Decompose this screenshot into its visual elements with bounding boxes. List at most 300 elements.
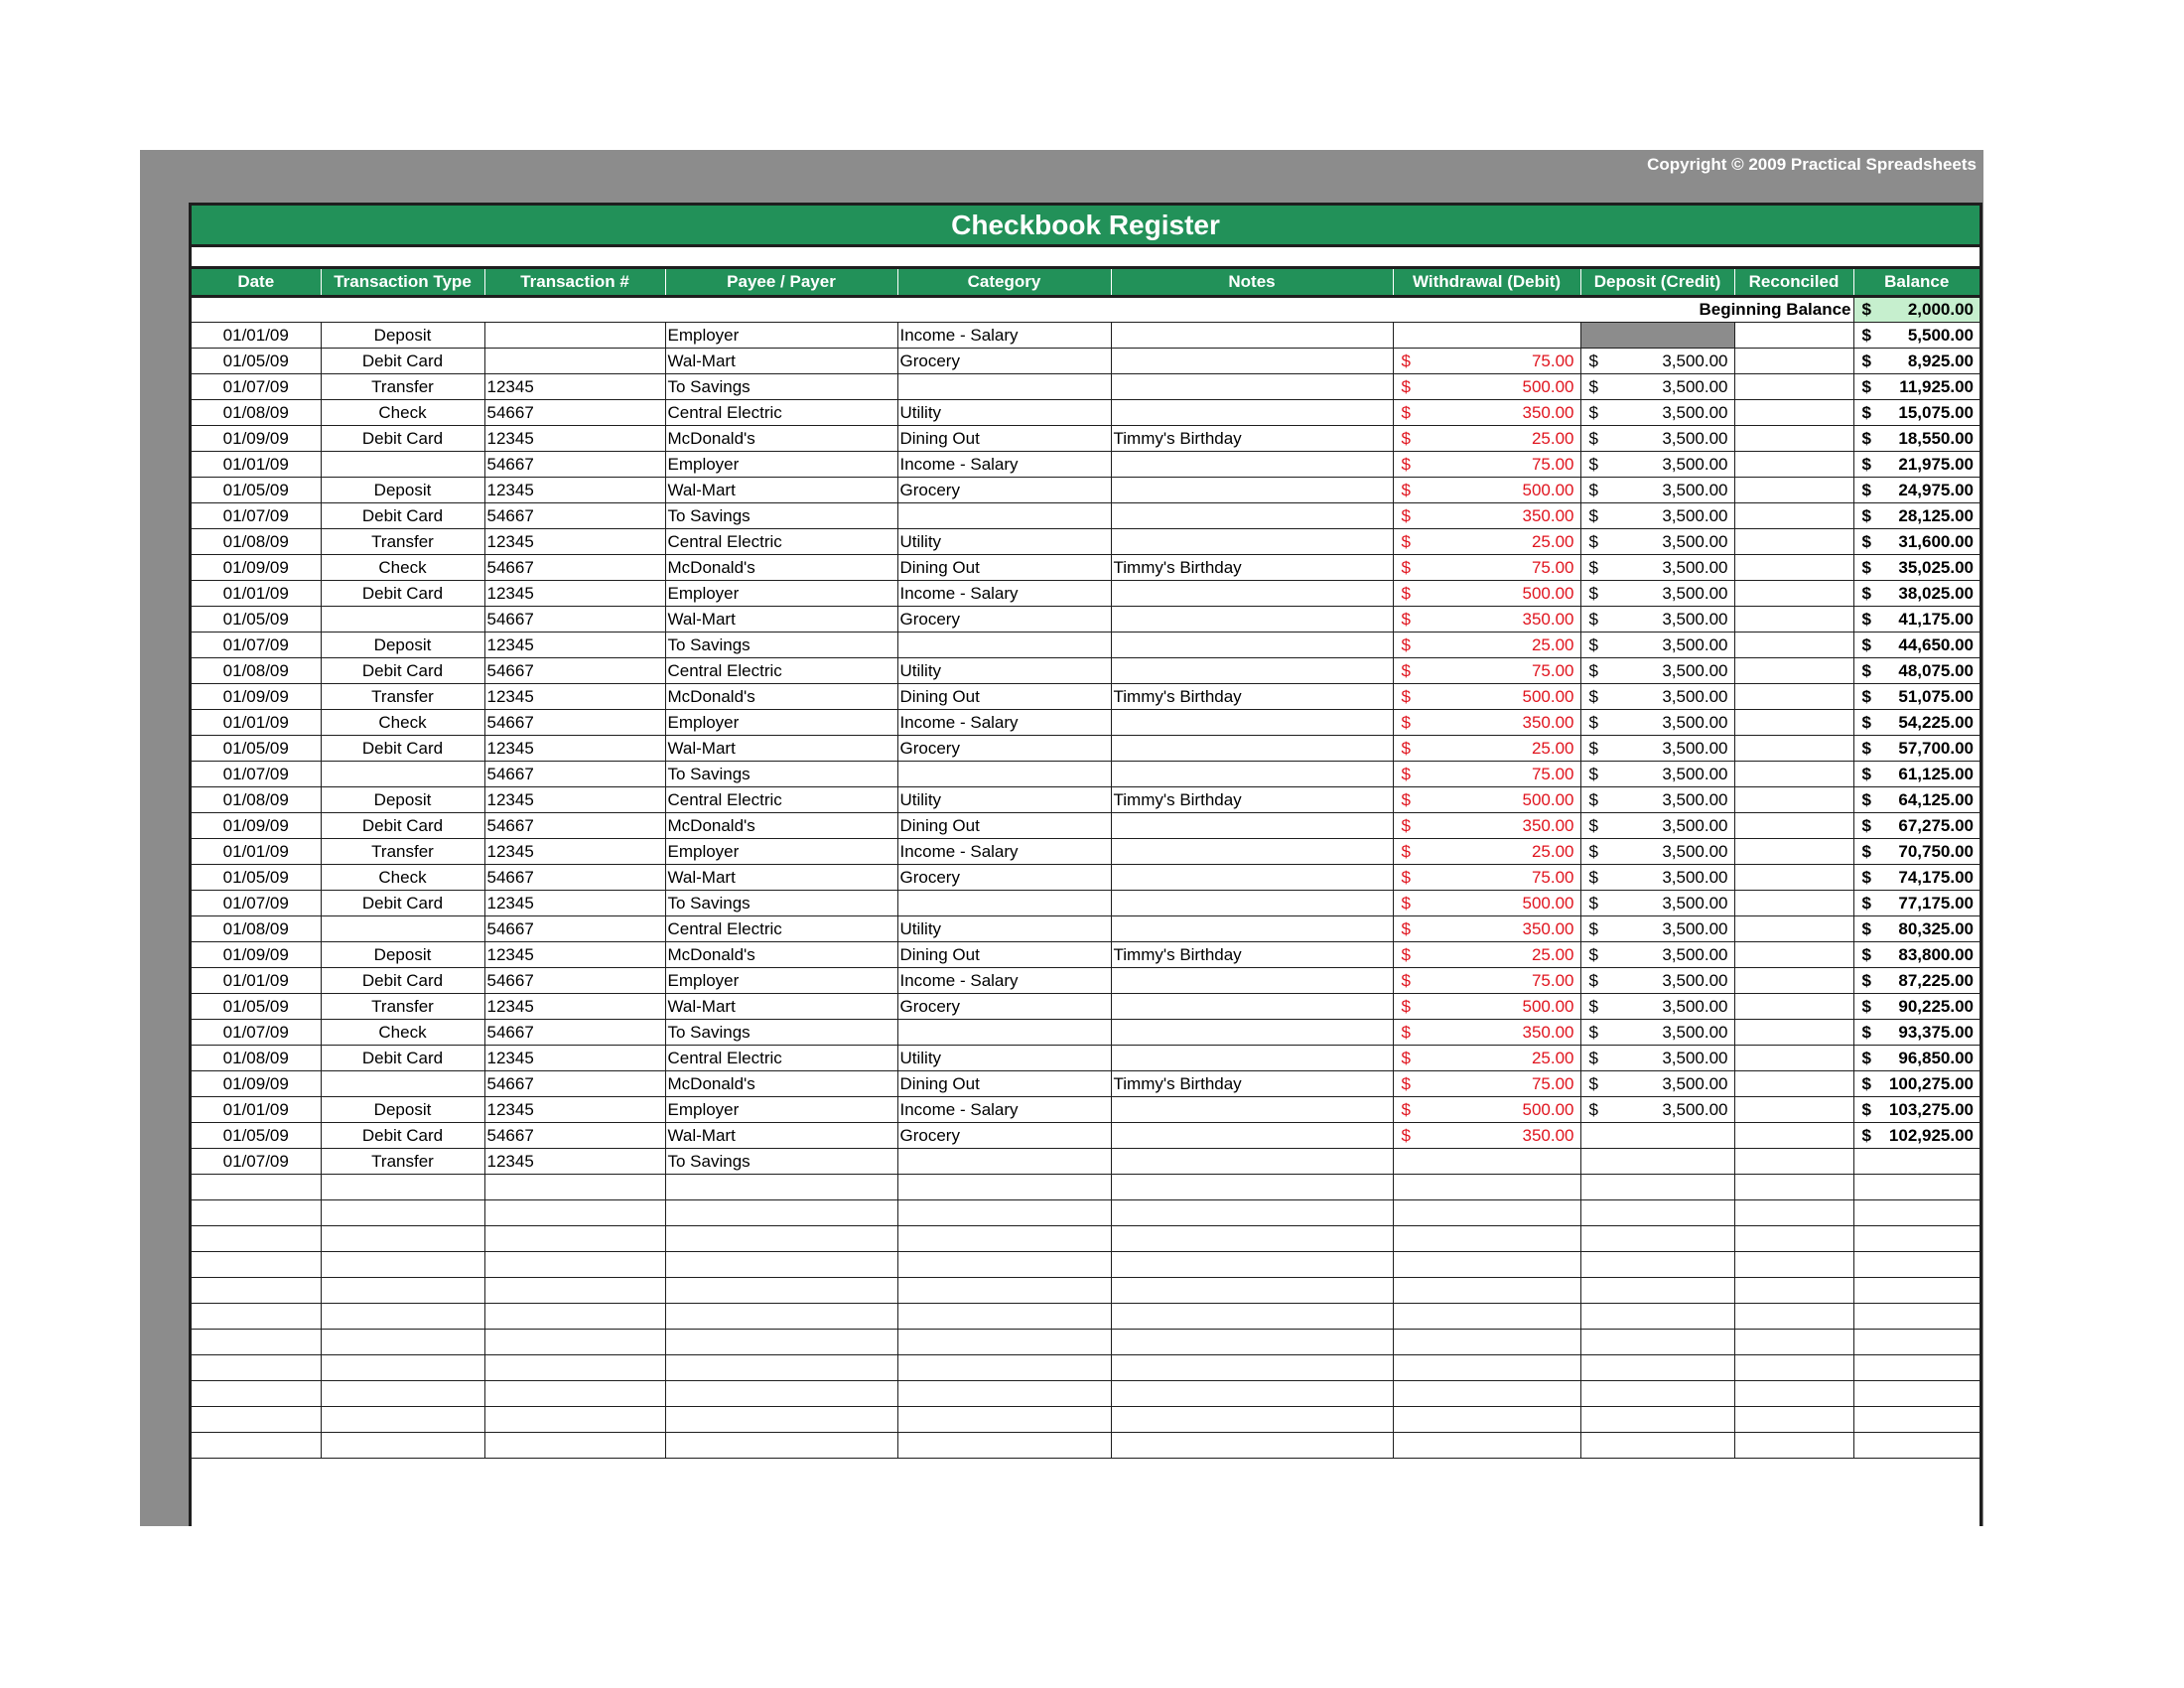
- deposit-cell[interactable]: [1580, 1381, 1734, 1407]
- notes-cell[interactable]: [1111, 916, 1393, 942]
- reconciled-cell[interactable]: [1734, 1252, 1853, 1278]
- balance-cell[interactable]: [1853, 658, 1979, 684]
- reconciled-cell[interactable]: [1734, 658, 1853, 684]
- withdrawal-cell[interactable]: [1393, 374, 1580, 400]
- withdrawal-cell[interactable]: [1393, 581, 1580, 607]
- notes-cell[interactable]: [1111, 349, 1393, 374]
- payee-cell[interactable]: [665, 1304, 897, 1330]
- deposit-cell[interactable]: [1580, 1046, 1734, 1071]
- transaction-type-cell[interactable]: Debit Card: [321, 503, 484, 529]
- transaction-type-cell[interactable]: Deposit: [321, 1097, 484, 1123]
- notes-cell[interactable]: Timmy's Birthday: [1111, 555, 1393, 581]
- notes-cell[interactable]: [1111, 1381, 1393, 1407]
- payee-cell[interactable]: [665, 1226, 897, 1252]
- category-cell[interactable]: [897, 1355, 1111, 1381]
- deposit-cell[interactable]: [1580, 1252, 1734, 1278]
- date-cell[interactable]: 01/01/09: [192, 1097, 321, 1123]
- deposit-cell[interactable]: [1580, 374, 1734, 400]
- balance-cell[interactable]: [1853, 1330, 1979, 1355]
- payee-cell[interactable]: Wal-Mart: [665, 1123, 897, 1149]
- date-cell[interactable]: [192, 1175, 321, 1200]
- notes-cell[interactable]: [1111, 581, 1393, 607]
- transaction-type-cell[interactable]: [321, 1278, 484, 1304]
- deposit-cell[interactable]: [1580, 1071, 1734, 1097]
- reconciled-cell[interactable]: [1734, 891, 1853, 916]
- notes-cell[interactable]: [1111, 891, 1393, 916]
- transaction-number-cell[interactable]: 12345: [484, 374, 665, 400]
- reconciled-cell[interactable]: [1734, 529, 1853, 555]
- reconciled-cell[interactable]: [1734, 1433, 1853, 1459]
- notes-cell[interactable]: [1111, 658, 1393, 684]
- transaction-number-cell[interactable]: 12345: [484, 1149, 665, 1175]
- date-cell[interactable]: 01/07/09: [192, 374, 321, 400]
- reconciled-cell[interactable]: [1734, 581, 1853, 607]
- balance-cell[interactable]: [1853, 349, 1979, 374]
- notes-cell[interactable]: [1111, 1175, 1393, 1200]
- deposit-cell[interactable]: [1580, 710, 1734, 736]
- date-cell[interactable]: 01/01/09: [192, 452, 321, 478]
- reconciled-cell[interactable]: [1734, 736, 1853, 762]
- category-cell[interactable]: [897, 1149, 1111, 1175]
- payee-cell[interactable]: To Savings: [665, 633, 897, 658]
- transaction-type-cell[interactable]: [321, 1252, 484, 1278]
- notes-cell[interactable]: [1111, 1123, 1393, 1149]
- payee-cell[interactable]: Employer: [665, 581, 897, 607]
- date-cell[interactable]: [192, 1200, 321, 1226]
- payee-cell[interactable]: Wal-Mart: [665, 478, 897, 503]
- reconciled-cell[interactable]: [1734, 1123, 1853, 1149]
- category-cell[interactable]: [897, 762, 1111, 787]
- transaction-type-cell[interactable]: [321, 1175, 484, 1200]
- notes-cell[interactable]: [1111, 1097, 1393, 1123]
- category-cell[interactable]: [897, 1226, 1111, 1252]
- withdrawal-cell[interactable]: [1393, 1252, 1580, 1278]
- payee-cell[interactable]: To Savings: [665, 1020, 897, 1046]
- reconciled-cell[interactable]: [1734, 1355, 1853, 1381]
- reconciled-cell[interactable]: [1734, 865, 1853, 891]
- transaction-type-cell[interactable]: Debit Card: [321, 658, 484, 684]
- notes-cell[interactable]: [1111, 1226, 1393, 1252]
- withdrawal-cell[interactable]: [1393, 452, 1580, 478]
- payee-cell[interactable]: Central Electric: [665, 400, 897, 426]
- date-cell[interactable]: 01/01/09: [192, 581, 321, 607]
- reconciled-cell[interactable]: [1734, 349, 1853, 374]
- reconciled-cell[interactable]: [1734, 1200, 1853, 1226]
- balance-cell[interactable]: [1853, 607, 1979, 633]
- balance-cell[interactable]: [1853, 1149, 1979, 1175]
- deposit-cell[interactable]: [1580, 581, 1734, 607]
- deposit-cell[interactable]: [1580, 1433, 1734, 1459]
- withdrawal-cell[interactable]: [1393, 916, 1580, 942]
- deposit-cell[interactable]: [1580, 323, 1734, 349]
- reconciled-cell[interactable]: [1734, 633, 1853, 658]
- reconciled-cell[interactable]: [1734, 762, 1853, 787]
- deposit-cell[interactable]: [1580, 1226, 1734, 1252]
- deposit-cell[interactable]: [1580, 942, 1734, 968]
- deposit-cell[interactable]: [1580, 916, 1734, 942]
- withdrawal-cell[interactable]: [1393, 529, 1580, 555]
- transaction-number-cell[interactable]: 12345: [484, 891, 665, 916]
- category-cell[interactable]: [897, 1304, 1111, 1330]
- payee-cell[interactable]: [665, 1252, 897, 1278]
- category-cell[interactable]: [897, 1252, 1111, 1278]
- reconciled-cell[interactable]: [1734, 813, 1853, 839]
- category-cell[interactable]: Utility: [897, 916, 1111, 942]
- transaction-type-cell[interactable]: [321, 607, 484, 633]
- balance-cell[interactable]: [1853, 1046, 1979, 1071]
- transaction-number-cell[interactable]: 54667: [484, 658, 665, 684]
- transaction-number-cell[interactable]: [484, 1330, 665, 1355]
- notes-cell[interactable]: [1111, 736, 1393, 762]
- reconciled-cell[interactable]: [1734, 684, 1853, 710]
- category-cell[interactable]: Utility: [897, 400, 1111, 426]
- category-cell[interactable]: Grocery: [897, 736, 1111, 762]
- category-cell[interactable]: [897, 1175, 1111, 1200]
- deposit-cell[interactable]: [1580, 891, 1734, 916]
- balance-cell[interactable]: [1853, 1355, 1979, 1381]
- column-header-date[interactable]: Date: [192, 269, 321, 297]
- category-cell[interactable]: Grocery: [897, 607, 1111, 633]
- category-cell[interactable]: Income - Salary: [897, 968, 1111, 994]
- balance-cell[interactable]: [1853, 1097, 1979, 1123]
- transaction-type-cell[interactable]: [321, 1200, 484, 1226]
- balance-cell[interactable]: [1853, 942, 1979, 968]
- notes-cell[interactable]: [1111, 968, 1393, 994]
- transaction-type-cell[interactable]: Deposit: [321, 942, 484, 968]
- date-cell[interactable]: [192, 1433, 321, 1459]
- transaction-number-cell[interactable]: [484, 1278, 665, 1304]
- transaction-type-cell[interactable]: [321, 1304, 484, 1330]
- withdrawal-cell[interactable]: [1393, 1046, 1580, 1071]
- transaction-number-cell[interactable]: [484, 1226, 665, 1252]
- payee-cell[interactable]: Central Electric: [665, 916, 897, 942]
- withdrawal-cell[interactable]: [1393, 1407, 1580, 1433]
- deposit-cell[interactable]: [1580, 1200, 1734, 1226]
- withdrawal-cell[interactable]: [1393, 1020, 1580, 1046]
- transaction-number-cell[interactable]: [484, 1252, 665, 1278]
- category-cell[interactable]: Grocery: [897, 994, 1111, 1020]
- date-cell[interactable]: [192, 1355, 321, 1381]
- withdrawal-cell[interactable]: [1393, 323, 1580, 349]
- notes-cell[interactable]: [1111, 633, 1393, 658]
- notes-cell[interactable]: [1111, 478, 1393, 503]
- transaction-type-cell[interactable]: Debit Card: [321, 426, 484, 452]
- category-cell[interactable]: Utility: [897, 658, 1111, 684]
- balance-cell[interactable]: [1853, 710, 1979, 736]
- transaction-number-cell[interactable]: 54667: [484, 762, 665, 787]
- notes-cell[interactable]: [1111, 1046, 1393, 1071]
- deposit-cell[interactable]: [1580, 658, 1734, 684]
- deposit-cell[interactable]: [1580, 839, 1734, 865]
- deposit-cell[interactable]: [1580, 684, 1734, 710]
- transaction-number-cell[interactable]: 54667: [484, 916, 665, 942]
- reconciled-cell[interactable]: [1734, 555, 1853, 581]
- deposit-cell[interactable]: [1580, 968, 1734, 994]
- notes-cell[interactable]: Timmy's Birthday: [1111, 426, 1393, 452]
- balance-cell[interactable]: [1853, 736, 1979, 762]
- transaction-type-cell[interactable]: [321, 1355, 484, 1381]
- deposit-cell[interactable]: [1580, 555, 1734, 581]
- payee-cell[interactable]: To Savings: [665, 1149, 897, 1175]
- balance-cell[interactable]: [1853, 787, 1979, 813]
- transaction-number-cell[interactable]: 54667: [484, 555, 665, 581]
- payee-cell[interactable]: To Savings: [665, 374, 897, 400]
- transaction-number-cell[interactable]: 12345: [484, 529, 665, 555]
- notes-cell[interactable]: [1111, 529, 1393, 555]
- transaction-number-cell[interactable]: 54667: [484, 968, 665, 994]
- category-cell[interactable]: Income - Salary: [897, 839, 1111, 865]
- column-header-category[interactable]: Category: [897, 269, 1111, 297]
- balance-cell[interactable]: [1853, 633, 1979, 658]
- transaction-number-cell[interactable]: 12345: [484, 426, 665, 452]
- notes-cell[interactable]: [1111, 1330, 1393, 1355]
- transaction-number-cell[interactable]: 54667: [484, 1020, 665, 1046]
- transaction-type-cell[interactable]: Check: [321, 1020, 484, 1046]
- deposit-cell[interactable]: [1580, 1304, 1734, 1330]
- payee-cell[interactable]: Wal-Mart: [665, 865, 897, 891]
- transaction-number-cell[interactable]: 12345: [484, 736, 665, 762]
- notes-cell[interactable]: Timmy's Birthday: [1111, 1071, 1393, 1097]
- date-cell[interactable]: 01/07/09: [192, 762, 321, 787]
- category-cell[interactable]: Grocery: [897, 478, 1111, 503]
- withdrawal-cell[interactable]: [1393, 349, 1580, 374]
- category-cell[interactable]: [897, 374, 1111, 400]
- reconciled-cell[interactable]: [1734, 916, 1853, 942]
- transaction-type-cell[interactable]: Deposit: [321, 478, 484, 503]
- notes-cell[interactable]: [1111, 400, 1393, 426]
- balance-cell[interactable]: [1853, 452, 1979, 478]
- date-cell[interactable]: [192, 1330, 321, 1355]
- category-cell[interactable]: [897, 1020, 1111, 1046]
- column-header-payee-payer[interactable]: Payee / Payer: [665, 269, 897, 297]
- deposit-cell[interactable]: [1580, 607, 1734, 633]
- payee-cell[interactable]: Employer: [665, 323, 897, 349]
- deposit-cell[interactable]: [1580, 503, 1734, 529]
- withdrawal-cell[interactable]: [1393, 1304, 1580, 1330]
- transaction-type-cell[interactable]: Debit Card: [321, 1123, 484, 1149]
- date-cell[interactable]: 01/05/09: [192, 865, 321, 891]
- notes-cell[interactable]: [1111, 762, 1393, 787]
- balance-cell[interactable]: [1853, 916, 1979, 942]
- balance-cell[interactable]: [1853, 684, 1979, 710]
- notes-cell[interactable]: [1111, 1355, 1393, 1381]
- date-cell[interactable]: 01/07/09: [192, 891, 321, 916]
- balance-cell[interactable]: [1853, 374, 1979, 400]
- reconciled-cell[interactable]: [1734, 400, 1853, 426]
- payee-cell[interactable]: To Savings: [665, 891, 897, 916]
- date-cell[interactable]: 01/09/09: [192, 555, 321, 581]
- transaction-number-cell[interactable]: 54667: [484, 710, 665, 736]
- transaction-type-cell[interactable]: [321, 452, 484, 478]
- date-cell[interactable]: 01/05/09: [192, 478, 321, 503]
- withdrawal-cell[interactable]: [1393, 1278, 1580, 1304]
- transaction-number-cell[interactable]: 12345: [484, 633, 665, 658]
- reconciled-cell[interactable]: [1734, 1175, 1853, 1200]
- reconciled-cell[interactable]: [1734, 1304, 1853, 1330]
- transaction-type-cell[interactable]: [321, 1226, 484, 1252]
- date-cell[interactable]: 01/07/09: [192, 1020, 321, 1046]
- date-cell[interactable]: 01/09/09: [192, 1071, 321, 1097]
- withdrawal-cell[interactable]: [1393, 426, 1580, 452]
- transaction-type-cell[interactable]: Debit Card: [321, 349, 484, 374]
- category-cell[interactable]: Income - Salary: [897, 452, 1111, 478]
- deposit-cell[interactable]: [1580, 813, 1734, 839]
- payee-cell[interactable]: Employer: [665, 710, 897, 736]
- category-cell[interactable]: Income - Salary: [897, 1097, 1111, 1123]
- date-cell[interactable]: [192, 1381, 321, 1407]
- withdrawal-cell[interactable]: [1393, 787, 1580, 813]
- payee-cell[interactable]: [665, 1278, 897, 1304]
- transaction-type-cell[interactable]: Transfer: [321, 1149, 484, 1175]
- reconciled-cell[interactable]: [1734, 994, 1853, 1020]
- transaction-type-cell[interactable]: Transfer: [321, 839, 484, 865]
- transaction-type-cell[interactable]: Debit Card: [321, 581, 484, 607]
- withdrawal-cell[interactable]: [1393, 1330, 1580, 1355]
- reconciled-cell[interactable]: [1734, 452, 1853, 478]
- date-cell[interactable]: 01/07/09: [192, 633, 321, 658]
- transaction-number-cell[interactable]: 54667: [484, 865, 665, 891]
- transaction-number-cell[interactable]: 12345: [484, 1046, 665, 1071]
- notes-cell[interactable]: [1111, 1304, 1393, 1330]
- payee-cell[interactable]: [665, 1381, 897, 1407]
- category-cell[interactable]: [897, 891, 1111, 916]
- balance-cell[interactable]: [1853, 865, 1979, 891]
- deposit-cell[interactable]: [1580, 452, 1734, 478]
- transaction-number-cell[interactable]: [484, 323, 665, 349]
- category-cell[interactable]: Dining Out: [897, 555, 1111, 581]
- category-cell[interactable]: [897, 503, 1111, 529]
- notes-cell[interactable]: [1111, 1252, 1393, 1278]
- withdrawal-cell[interactable]: [1393, 813, 1580, 839]
- reconciled-cell[interactable]: [1734, 710, 1853, 736]
- balance-cell[interactable]: [1853, 323, 1979, 349]
- column-header-deposit[interactable]: Deposit (Credit): [1580, 269, 1734, 297]
- balance-cell[interactable]: [1853, 1407, 1979, 1433]
- balance-cell[interactable]: [1853, 581, 1979, 607]
- reconciled-cell[interactable]: [1734, 1407, 1853, 1433]
- withdrawal-cell[interactable]: [1393, 710, 1580, 736]
- balance-cell[interactable]: [1853, 1071, 1979, 1097]
- date-cell[interactable]: 01/01/09: [192, 710, 321, 736]
- reconciled-cell[interactable]: [1734, 1381, 1853, 1407]
- withdrawal-cell[interactable]: [1393, 555, 1580, 581]
- withdrawal-cell[interactable]: [1393, 1200, 1580, 1226]
- balance-cell[interactable]: [1853, 1200, 1979, 1226]
- transaction-number-cell[interactable]: 54667: [484, 452, 665, 478]
- date-cell[interactable]: 01/01/09: [192, 968, 321, 994]
- balance-cell[interactable]: [1853, 1175, 1979, 1200]
- transaction-type-cell[interactable]: Debit Card: [321, 968, 484, 994]
- date-cell[interactable]: 01/05/09: [192, 349, 321, 374]
- reconciled-cell[interactable]: [1734, 1097, 1853, 1123]
- deposit-cell[interactable]: [1580, 762, 1734, 787]
- withdrawal-cell[interactable]: [1393, 942, 1580, 968]
- payee-cell[interactable]: [665, 1175, 897, 1200]
- payee-cell[interactable]: Employer: [665, 452, 897, 478]
- column-header-balance[interactable]: Balance: [1853, 269, 1979, 297]
- transaction-type-cell[interactable]: Debit Card: [321, 1046, 484, 1071]
- transaction-type-cell[interactable]: Deposit: [321, 323, 484, 349]
- balance-cell[interactable]: [1853, 478, 1979, 503]
- notes-cell[interactable]: [1111, 1407, 1393, 1433]
- reconciled-cell[interactable]: [1734, 1149, 1853, 1175]
- reconciled-cell[interactable]: [1734, 1046, 1853, 1071]
- transaction-type-cell[interactable]: [321, 762, 484, 787]
- notes-cell[interactable]: [1111, 813, 1393, 839]
- payee-cell[interactable]: Wal-Mart: [665, 607, 897, 633]
- payee-cell[interactable]: McDonald's: [665, 1071, 897, 1097]
- deposit-cell[interactable]: [1580, 1355, 1734, 1381]
- beginning-balance-cell[interactable]: [1853, 297, 1979, 323]
- reconciled-cell[interactable]: [1734, 1020, 1853, 1046]
- payee-cell[interactable]: Employer: [665, 839, 897, 865]
- payee-cell[interactable]: McDonald's: [665, 426, 897, 452]
- withdrawal-cell[interactable]: [1393, 1355, 1580, 1381]
- transaction-type-cell[interactable]: [321, 1330, 484, 1355]
- payee-cell[interactable]: [665, 1407, 897, 1433]
- column-header-reconciled[interactable]: Reconciled: [1734, 269, 1853, 297]
- date-cell[interactable]: 01/09/09: [192, 684, 321, 710]
- category-cell[interactable]: [897, 633, 1111, 658]
- deposit-cell[interactable]: [1580, 1020, 1734, 1046]
- transaction-type-cell[interactable]: Transfer: [321, 684, 484, 710]
- category-cell[interactable]: Income - Salary: [897, 323, 1111, 349]
- balance-cell[interactable]: [1853, 400, 1979, 426]
- notes-cell[interactable]: [1111, 607, 1393, 633]
- date-cell[interactable]: 01/08/09: [192, 787, 321, 813]
- deposit-cell[interactable]: [1580, 736, 1734, 762]
- category-cell[interactable]: [897, 1381, 1111, 1407]
- reconciled-cell[interactable]: [1734, 1278, 1853, 1304]
- transaction-number-cell[interactable]: [484, 1200, 665, 1226]
- category-cell[interactable]: Dining Out: [897, 426, 1111, 452]
- reconciled-cell[interactable]: [1734, 942, 1853, 968]
- transaction-number-cell[interactable]: 54667: [484, 1071, 665, 1097]
- payee-cell[interactable]: Wal-Mart: [665, 349, 897, 374]
- transaction-type-cell[interactable]: Check: [321, 400, 484, 426]
- balance-cell[interactable]: [1853, 555, 1979, 581]
- category-cell[interactable]: [897, 1200, 1111, 1226]
- balance-cell[interactable]: [1853, 503, 1979, 529]
- column-header-withdrawal[interactable]: Withdrawal (Debit): [1393, 269, 1580, 297]
- reconciled-cell[interactable]: [1734, 426, 1853, 452]
- date-cell[interactable]: 01/01/09: [192, 839, 321, 865]
- withdrawal-cell[interactable]: [1393, 1433, 1580, 1459]
- withdrawal-cell[interactable]: [1393, 400, 1580, 426]
- reconciled-cell[interactable]: [1734, 1226, 1853, 1252]
- transaction-number-cell[interactable]: [484, 1355, 665, 1381]
- category-cell[interactable]: Dining Out: [897, 1071, 1111, 1097]
- notes-cell[interactable]: [1111, 1278, 1393, 1304]
- notes-cell[interactable]: Timmy's Birthday: [1111, 684, 1393, 710]
- reconciled-cell[interactable]: [1734, 323, 1853, 349]
- date-cell[interactable]: 01/07/09: [192, 503, 321, 529]
- transaction-type-cell[interactable]: Transfer: [321, 529, 484, 555]
- date-cell[interactable]: 01/05/09: [192, 1123, 321, 1149]
- balance-cell[interactable]: [1853, 839, 1979, 865]
- withdrawal-cell[interactable]: [1393, 1123, 1580, 1149]
- category-cell[interactable]: [897, 1407, 1111, 1433]
- balance-cell[interactable]: [1853, 1020, 1979, 1046]
- deposit-cell[interactable]: [1580, 1278, 1734, 1304]
- transaction-type-cell[interactable]: [321, 1381, 484, 1407]
- balance-cell[interactable]: [1853, 1252, 1979, 1278]
- deposit-cell[interactable]: [1580, 787, 1734, 813]
- date-cell[interactable]: [192, 1304, 321, 1330]
- reconciled-cell[interactable]: [1734, 478, 1853, 503]
- reconciled-cell[interactable]: [1734, 968, 1853, 994]
- transaction-number-cell[interactable]: 12345: [484, 994, 665, 1020]
